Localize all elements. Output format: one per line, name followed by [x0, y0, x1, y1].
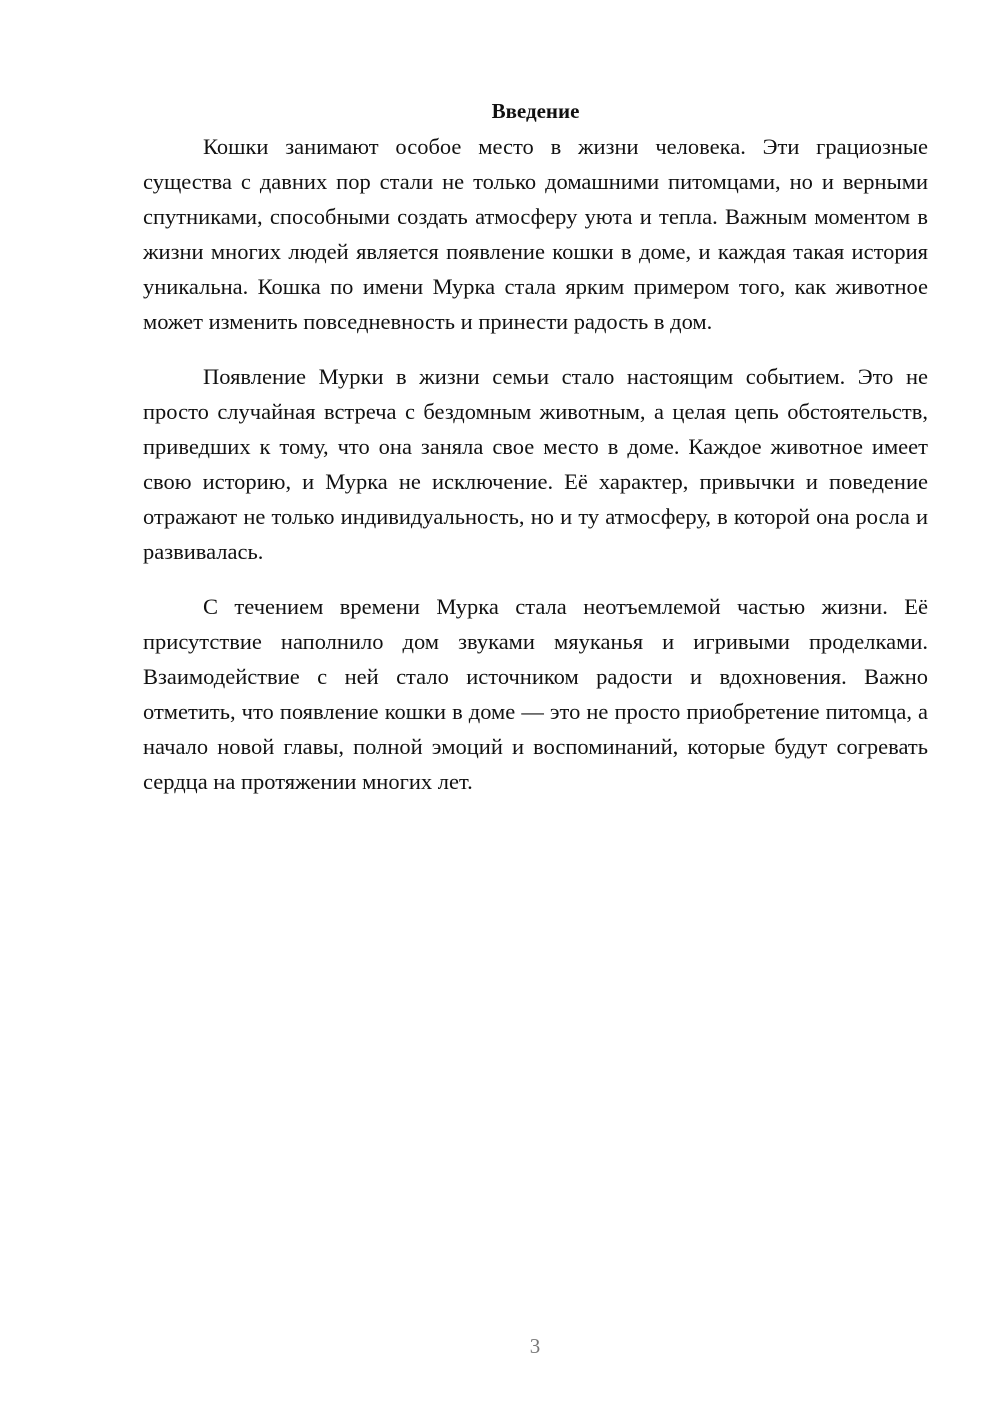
paragraph-2: Появление Мурки в жизни семьи стало настоящим событием. Это не просто случайная встреча с бездомным животным, а целая цепь обстоятельств, приведших к тому, что она заняла свое место в доме. Каждое животное имеет свою историю, и Мурка не исключение. Её характер, привычки и поведение отражают не только индивидуальность, но и ту атмосферу, в которой она росла и развивалась. [143, 364, 928, 564]
page-number: 3 [529, 1334, 541, 1358]
paragraph-3: С течением времени Мурка стала неотъемлемой частью жизни. Её присутствие наполнило дом звуками мяуканья и игривыми проделками. Взаимодействие с ней стало источником радости и вдохновения. Важно отметить, что появление кошки в доме — это не просто приобретение питомца, а начало новой главы, полной эмоций и воспоминаний, которые будут согревать сердца на протяжении многих лет. [143, 594, 928, 794]
page-content [143, 96, 928, 819]
paragraph-1: Кошки занимают особое место в жизни человека. Эти грациозные существа с давних пор стали не только домашними питомцами, но и верными спутниками, способными создать атмосферу уюта и тепла. Важным моментом в жизни многих людей является появление кошки в доме, и каждая такая история уникальна. Кошка по имени Мурка стала ярким примером того, как животное может изменить повседневность и принести радость в дом. [143, 134, 928, 334]
section-heading: Введение [491, 99, 580, 123]
